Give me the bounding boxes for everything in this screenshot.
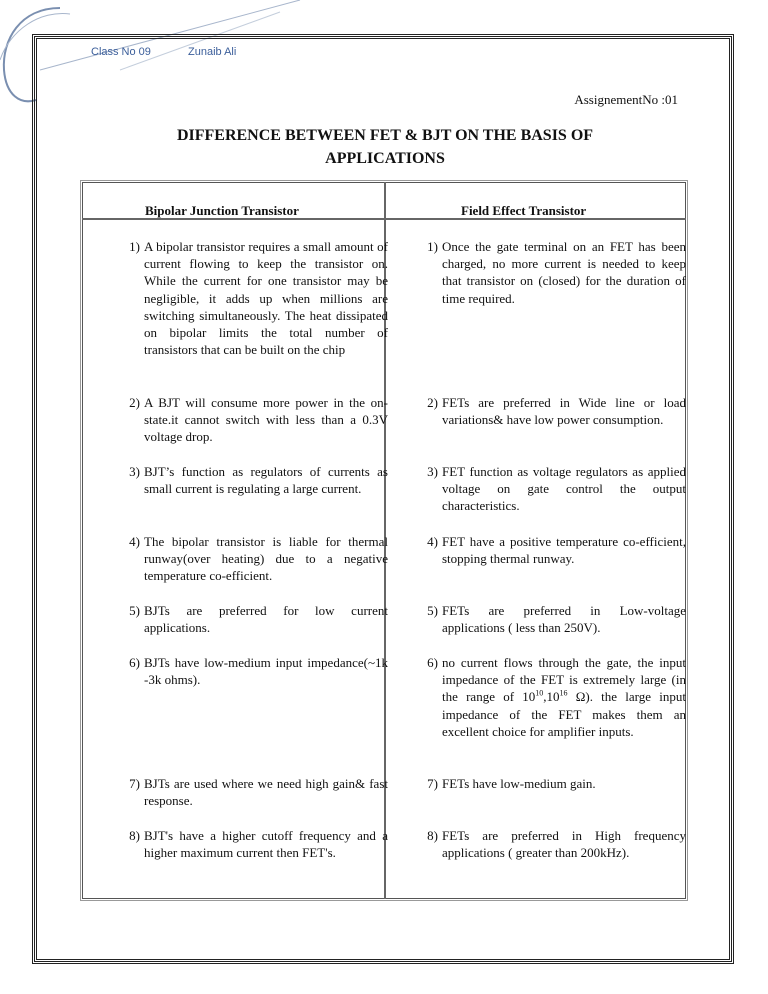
item-text: The bipolar transistor is liable for thermal runway(over heating) due to a negative temperature co-efficient. [144,534,388,584]
assignment-number: AssignementNo :01 [574,92,678,107]
item-number: 3) [427,464,438,479]
item-text: FETs are preferred in Low-voltage applications ( less than 250V). [442,603,686,636]
student-name: Zunaib Ali [188,46,237,58]
item-number: 4) [129,534,140,549]
item-text [442,654,686,740]
title-line-1: DIFFERENCE BETWEEN FET & BJT ON THE BASIS OF [176,127,594,144]
item-text: BJTs have low-medium input impedance(~1k -3k ohms). [144,655,388,688]
item-text: BJT's have a higher cutoff frequency and a higher maximum current then FET's. [144,828,388,861]
page-title [110,124,660,170]
item-text: FETs are preferred in Wide line or load variations& have low power consumption. [442,395,686,428]
item-text: Once the gate terminal on an FET has been charged, no more current is needed to keep that transistor on (closed) for the duration of time required. [442,239,686,306]
item-text: BJT’s function as regulators of currents as small current is regulating a large current. [144,464,388,497]
exponent: 10 [535,689,544,699]
item-text: FET have a positive temperature co-efficient, stopping thermal runway. [442,534,686,567]
item-number: 5) [129,603,140,618]
class-number: Class No 09 [91,46,151,58]
exponent: 16 [559,689,568,699]
item-text: FETs are preferred in High frequency applications ( greater than 200kHz). [442,828,686,861]
item-text-part: Ω). the large input impedance of the FET makes them an excellent choice for amplifier inputs. [442,689,686,739]
item-number: 7) [129,776,140,791]
item-text: BJTs are preferred for low current applications. [144,603,388,636]
item-number: 2) [129,395,140,410]
item-number: 5) [427,603,438,618]
title-line-2: APPLICATIONS [325,150,445,167]
bjt-column-header: Bipolar Junction Transistor [145,203,299,218]
item-text-part: no current flows through the gate, the input impedance of the FET is extremely large (in the range of 10 [442,655,686,705]
item-number: 8) [427,828,438,843]
item-number: 6) [427,655,438,670]
item-text: A BJT will consume more power in the on- state.it cannot switch with less than a 0.3V voltage drop. [144,395,388,445]
item-number: 2) [427,395,438,410]
item-text: BJTs are used where we need high gain& fast response. [144,776,388,809]
item-number: 7) [427,776,438,791]
item-number: 1) [427,239,438,254]
fet-column-header: Field Effect Transistor [461,203,587,218]
item-text: A bipolar transistor requires a small amount of current flowing to keep the transistor on. While the current for one transistor may be negligible, it adds up when millions are switching simultaneously. The heat dissipated on bipolar limits the total number of transistors that can be built on the chip [144,239,388,358]
item-number: 4) [427,534,438,549]
item-number: 1) [129,239,140,254]
item-text: FETs have low-medium gain. [442,776,596,791]
item-number: 8) [129,828,140,843]
item-text: FET function as voltage regulators as applied voltage on gate control the output characteristics. [442,464,686,514]
item-number: 6) [129,655,140,670]
item-text-part: ,10 [543,689,560,705]
item-number: 3) [129,464,140,479]
